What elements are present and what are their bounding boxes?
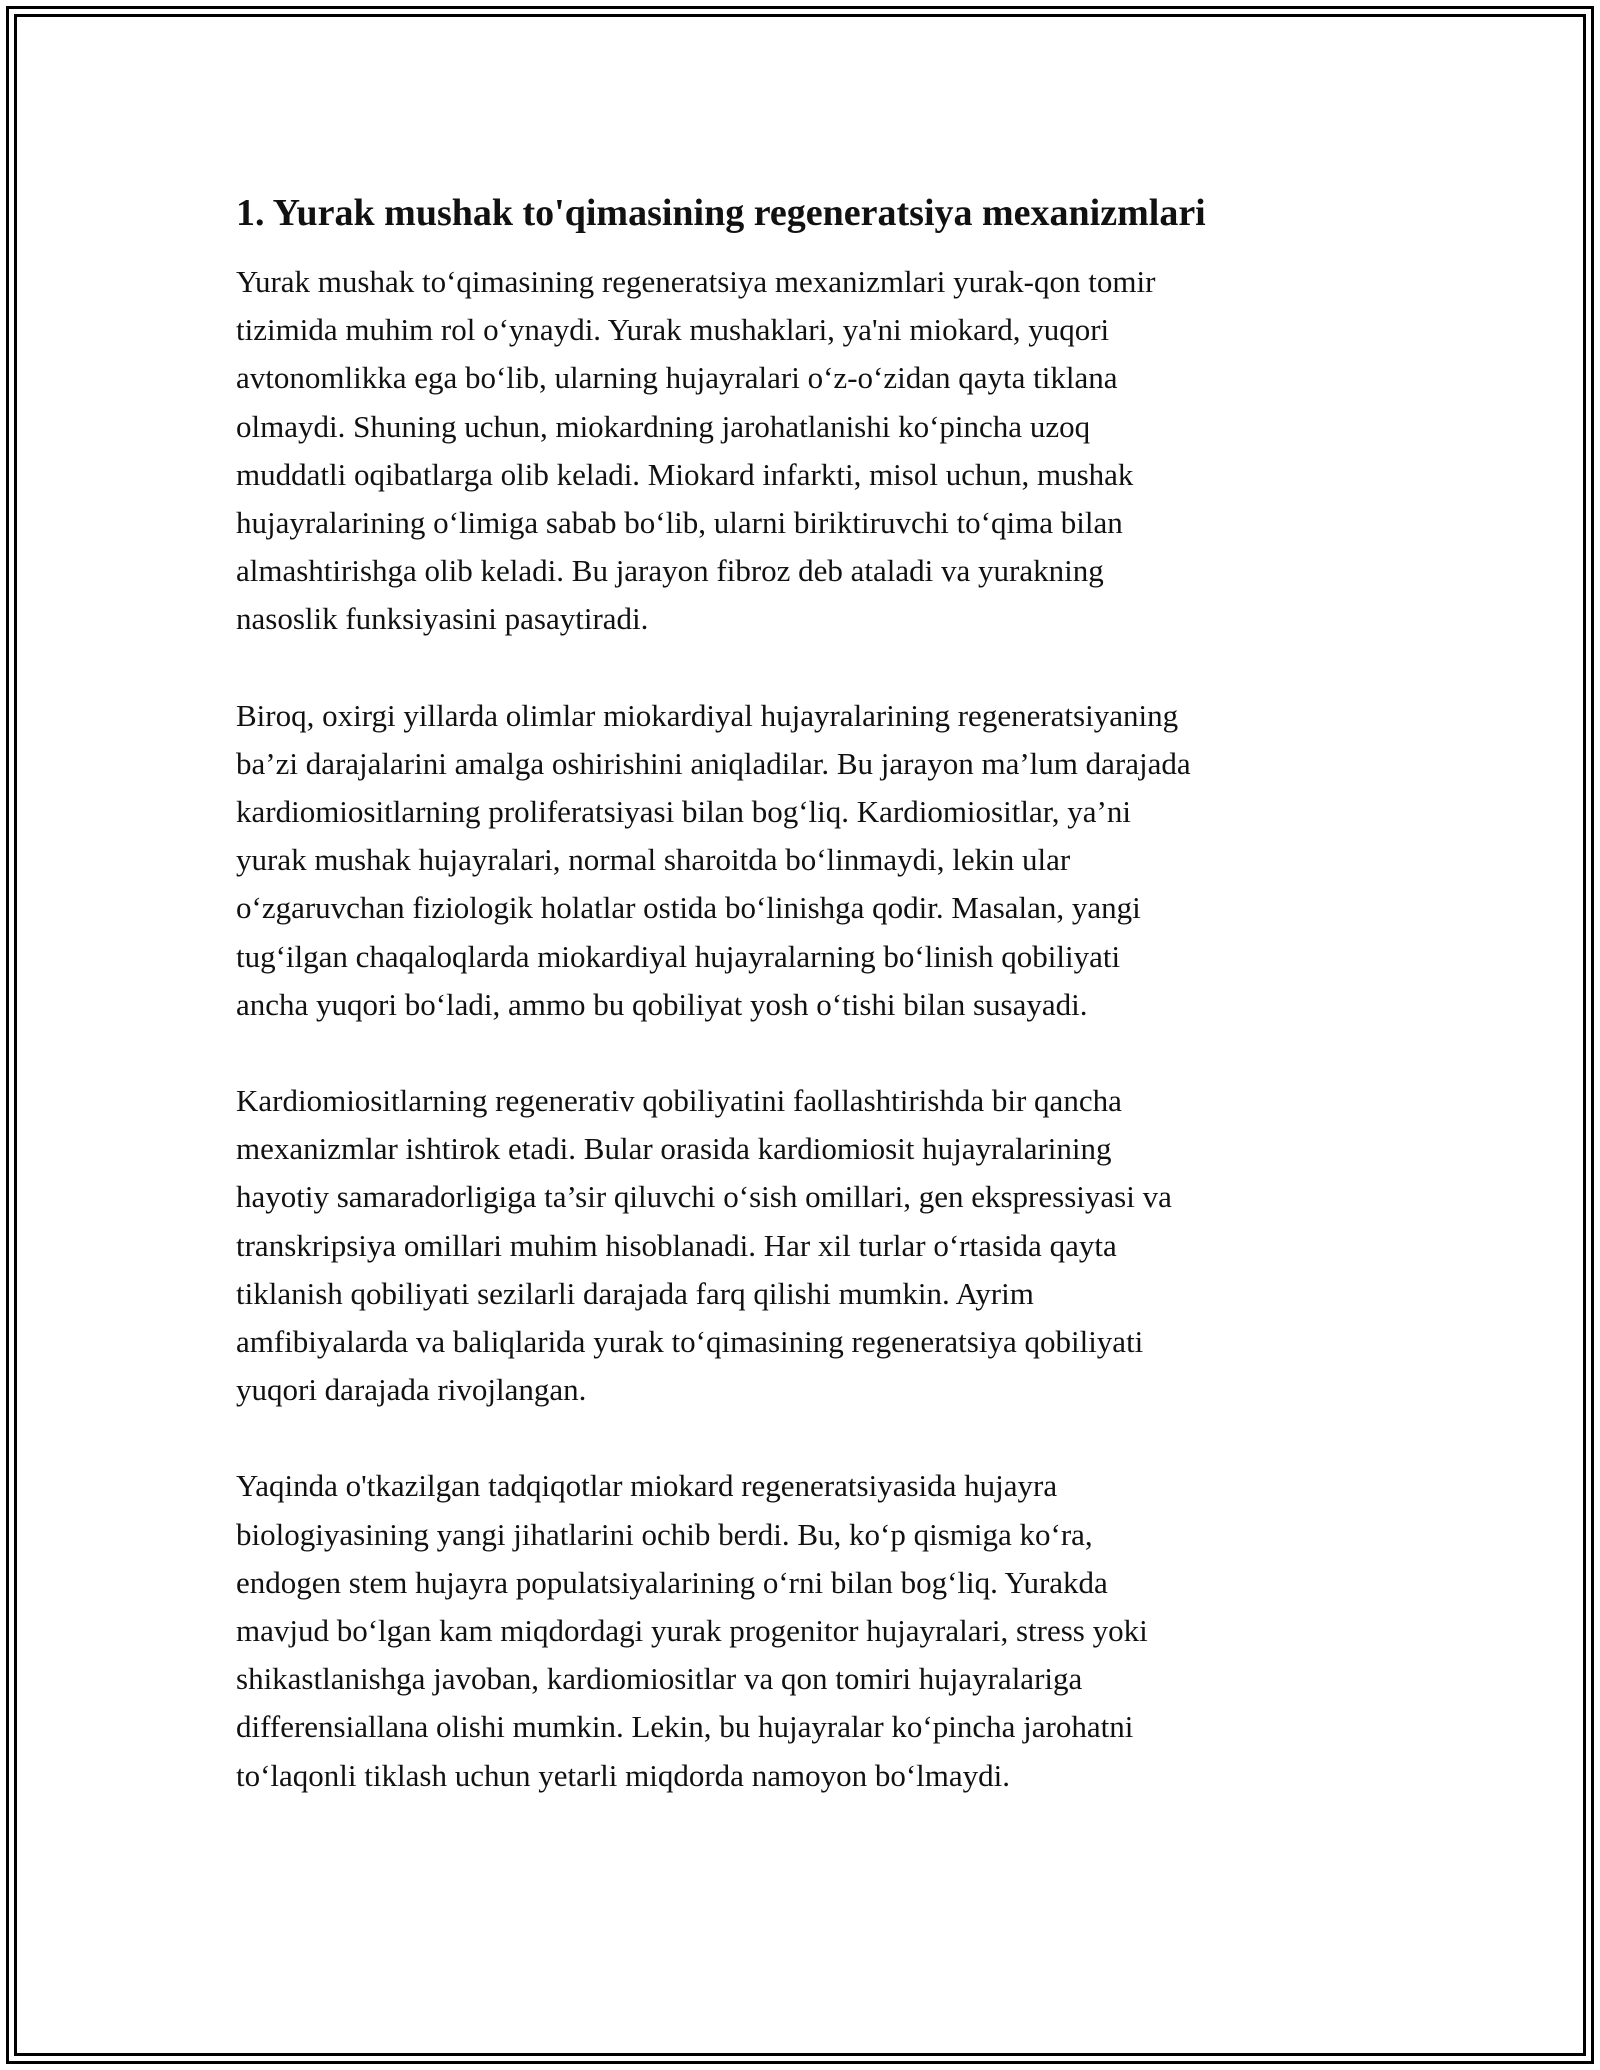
text-line: yurak mushak hujayralari, normal sharoitda bo‘linmaydi, lekin ular [236,842,1071,878]
text-line: Biroq, oxirgi yillarda olimlar miokardiyal hujayralarining regeneratsiyaning [236,697,1179,733]
text-line: endogen stem hujayra populatsiyalarining o‘rni bilan bog‘liq. Yurakda [236,1564,1108,1600]
paragraph-1 [236,258,1366,644]
text-line: Yaqinda o'tkazilgan tadqiqotlar miokard regeneratsiyasida hujayra [236,1468,1058,1504]
text-line: shikastlanishga javoban, kardiomiositlar va qon tomiri hujayralariga [236,1661,1083,1697]
text-line: ba’zi darajalarini amalga oshirishini aniqladilar. Bu jarayon ma’lum darajada [236,745,1191,781]
text-line: yuqori darajada rivojlangan. [236,1372,587,1408]
text-line: tizimida muhim rol o‘ynaydi. Yurak mushaklari, ya'ni miokard, yuqori [236,312,1110,348]
text-line: nasoslik funksiyasini pasaytiradi. [236,601,649,637]
text-line: to‘laqonli tiklash uchun yetarli miqdorda namoyon bo‘lmaydi. [236,1757,1010,1793]
text-line: avtonomlikka ega bo‘lib, ularning hujayralari o‘z-o‘zidan qayta tiklana [236,360,1118,396]
text-line: ancha yuqori bo‘ladi, ammo bu qobiliyat yosh o‘tishi bilan susayadi. [236,986,1088,1022]
text-line: olmaydi. Shuning uchun, miokardning jarohatlanishi ko‘pincha uzoq [236,408,1091,444]
text-line: tug‘ilgan chaqaloqlarda miokardiyal hujayralarning bo‘linish qobiliyati [236,938,1121,974]
text-line: almashtirishga olib keladi. Bu jarayon fibroz deb ataladi va yurakning [236,553,1104,589]
text-line: muddatli oqibatlarga olib keladi. Miokard infarkti, misol uchun, mushak [236,456,1134,492]
text-line: transkripsiya omillari muhim hisoblanadi. Har xil turlar o‘rtasida qayta [236,1227,1117,1263]
section-heading: 1. Yurak mushak to'qimasining regeneratsiya mexanizmlari [236,192,1206,234]
text-line: mexanizmlar ishtirok etadi. Bular orasida kardiomiosit hujayralarining [236,1131,1112,1167]
text-line: kardiomiositlarning proliferatsiyasi bilan bog‘liq. Kardiomiositlar, ya’ni [236,794,1131,830]
paragraph-3 [236,1077,1366,1414]
text-line: differensiallana olishi mumkin. Lekin, bu hujayralar ko‘pincha jarohatni [236,1709,1134,1745]
text-line: amfibiyalarda va baliqlarida yurak to‘qimasining regeneratsiya qobiliyati [236,1324,1144,1360]
paragraph-4 [236,1462,1366,1799]
text-line: hujayralarining o‘limiga sabab bo‘lib, ularni biriktiruvchi to‘qima bilan [236,505,1123,541]
text-line: tiklanish qobiliyati sezilarli darajada farq qilishi mumkin. Ayrim [236,1275,1034,1311]
text-line: Kardiomiositlarning regenerativ qobiliyatini faollashtirishda bir qancha [236,1083,1122,1119]
text-line: biologiyasining yangi jihatlarini ochib berdi. Bu, ko‘p qismiga ko‘ra, [236,1516,1093,1552]
text-line: Yurak mushak to‘qimasining regeneratsiya mexanizmlari yurak-qon tomir [236,264,1156,299]
paragraph-2 [236,692,1366,1029]
text-line: hayotiy samaradorligiga ta’sir qiluvchi o‘sish omillari, gen ekspressiyasi va [236,1179,1172,1215]
document-body [236,188,1366,1848]
text-line: mavjud bo‘lgan kam miqdordagi yurak progenitor hujayralari, stress yoki [236,1613,1148,1649]
text-line: o‘zgaruvchan fiziologik holatlar ostida bo‘linishga qodir. Masalan, yangi [236,890,1141,926]
